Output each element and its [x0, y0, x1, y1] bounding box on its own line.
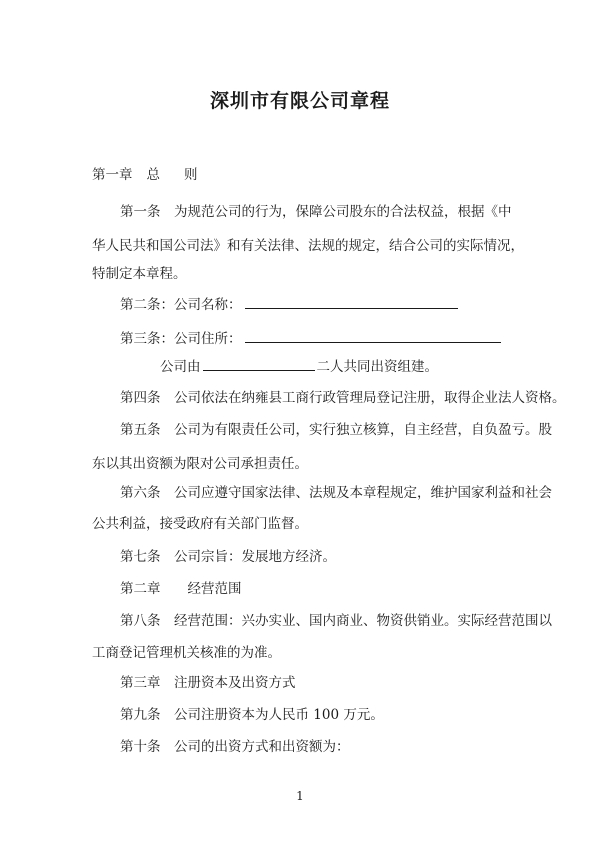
article-7-line-1: 第七条 公司宗旨：发展地方经济。 [120, 549, 336, 565]
document-title: 深圳市有限公司章程 [209, 90, 390, 112]
company-name-field[interactable] [245, 294, 458, 309]
contributor-prefix: 公司由 [160, 359, 201, 375]
article-9-line-1: 第九条 公司注册资本为人民币 100 万元。 [120, 707, 384, 723]
contributor-names-field[interactable] [203, 356, 315, 371]
article-6-line-1: 第六条 公司应遵守国家法律、法规及本章程规定，维护国家利益和社会 [120, 485, 552, 501]
company-name-label: 第二条：公司名称： [120, 297, 242, 313]
article-3-line [120, 328, 501, 349]
chapter-2-heading: 第二章 经营范围 [120, 581, 242, 597]
article-4-line-1: 第四条 公司依法在纳雍县工商行政管理局登记注册，取得企业法人资格。 [120, 390, 566, 406]
company-address-field[interactable] [245, 328, 501, 343]
article-10-line-1: 第十条 公司的出资方式和出资额为： [120, 739, 350, 755]
article-1-line-2: 华人民共和国公司法》和有关法律、法规的规定，结合公司的实际情况， [92, 238, 524, 254]
contributor-suffix: 二人共同出资组建。 [316, 359, 438, 375]
chapter-1-heading [92, 165, 198, 185]
chapter-1-word1: 总 [146, 167, 160, 183]
article-1-line-3: 特制定本章程。 [92, 266, 187, 282]
company-address-label: 第三条：公司住所： [120, 331, 242, 347]
chapter-1-word2: 则 [184, 167, 198, 183]
article-8-line-1: 第八条 经营范围：兴办实业、国内商业、物资供销业。实际经营范围以 [120, 613, 552, 629]
page-number: 1 [296, 789, 304, 803]
chapter-3-heading: 第三章 注册资本及出资方式 [120, 675, 296, 691]
article-6-line-2: 公共利益，接受政府有关部门监督。 [92, 516, 308, 532]
article-2-line [120, 294, 458, 315]
article-5-line-1: 第五条 公司为有限责任公司，实行独立核算，自主经营，自负盈亏。股 [120, 422, 552, 438]
article-8-line-2: 工商登记管理机关核准的为准。 [92, 645, 281, 661]
chapter-1-prefix: 第一章 [92, 167, 133, 183]
article-5-line-2: 东以其出资额为限对公司承担责任。 [92, 456, 308, 472]
contributor-line [160, 356, 438, 377]
article-1-line-1: 第一条 为规范公司的行为，保障公司股东的合法权益，根据《中 [120, 204, 512, 220]
